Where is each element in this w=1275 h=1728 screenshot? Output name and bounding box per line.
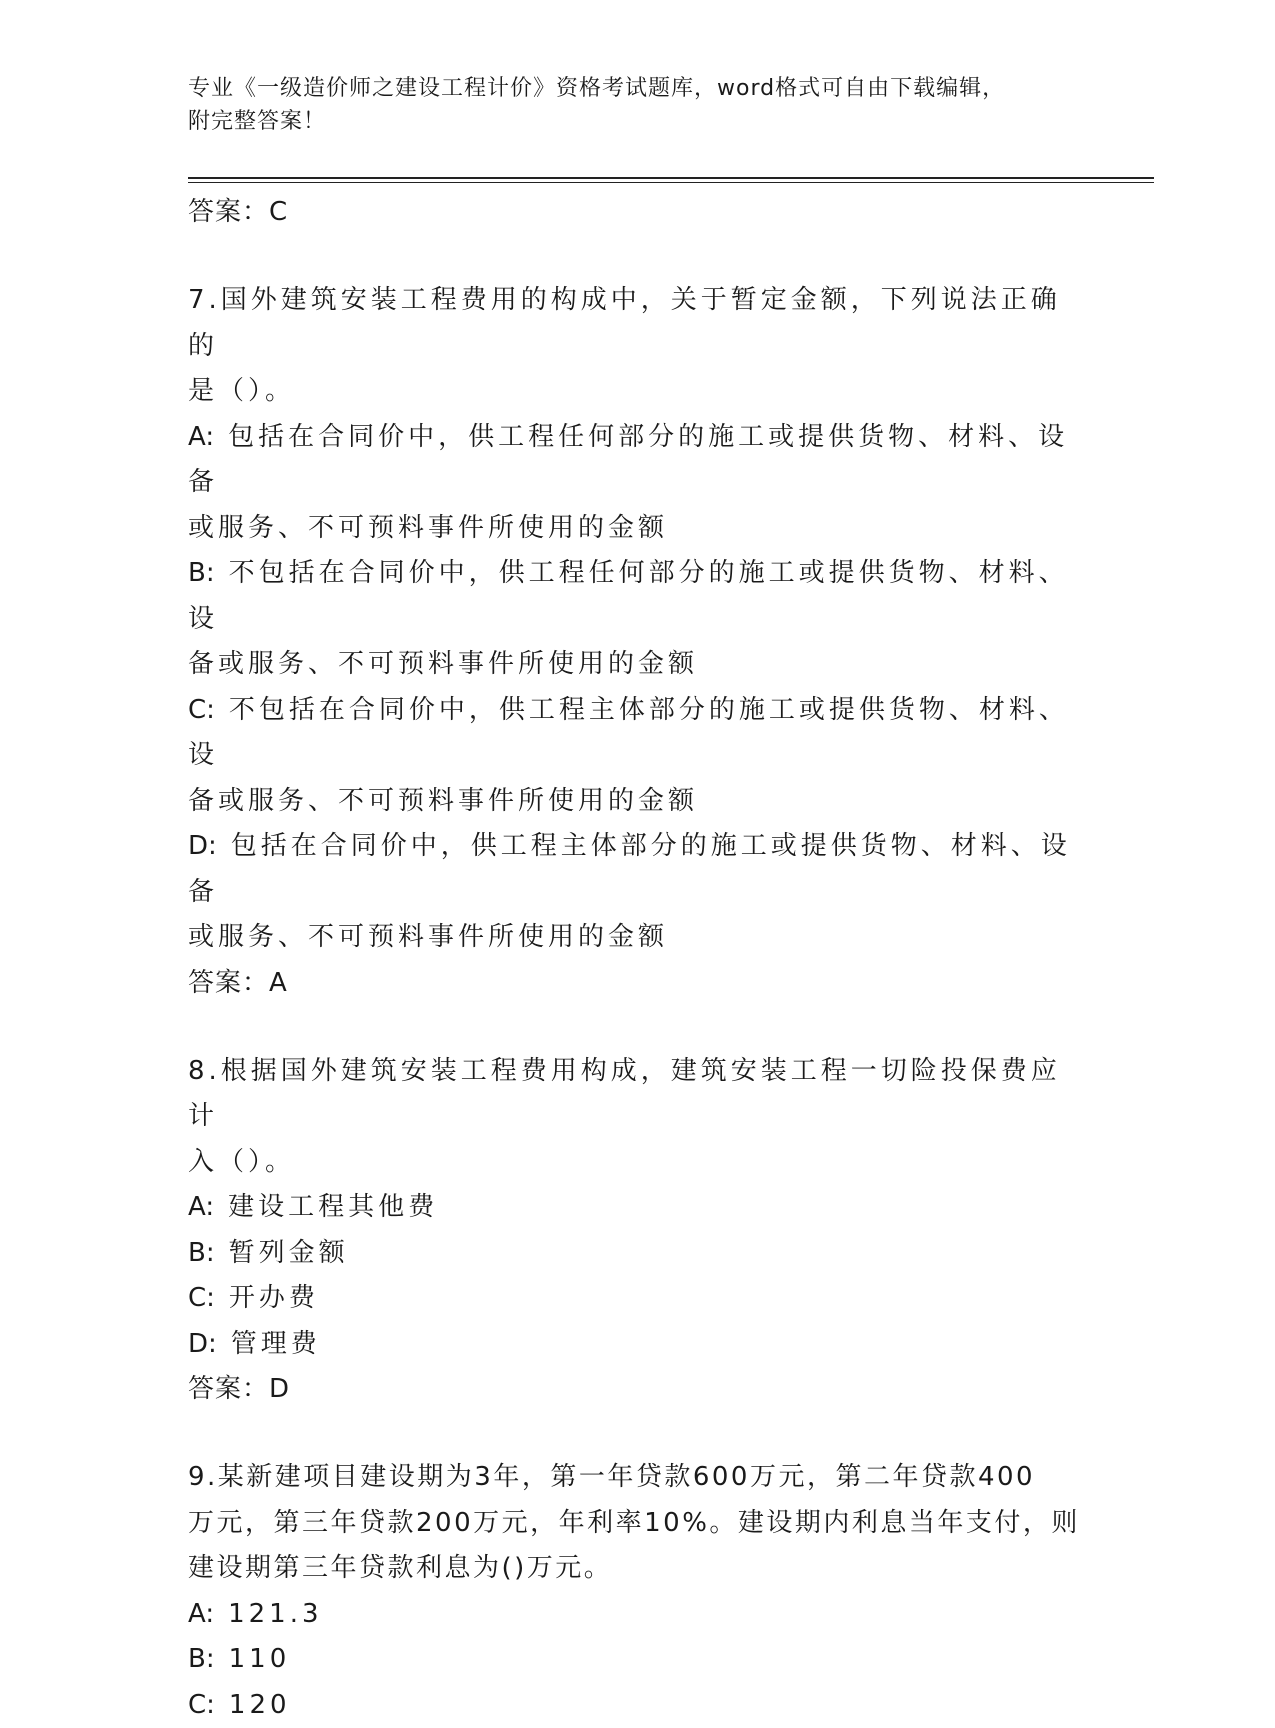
option-b	[188, 551, 1088, 642]
option-c-continuation: 备或服务、不可预料事件所使用的金额	[188, 779, 1088, 825]
header-divider-thin	[188, 182, 1154, 183]
option-b-continuation: 备或服务、不可预料事件所使用的金额	[188, 642, 1088, 688]
question-stem-line: 是（）。	[188, 369, 1088, 415]
option-d-continuation: 或服务、不可预料事件所使用的金额	[188, 915, 1088, 961]
option-c	[188, 688, 1088, 779]
header-line-1: 专业《一级造价师之建设工程计价》资格考试题库，word格式可自由下载编辑，	[188, 72, 1088, 105]
option-text: 121.3	[228, 1599, 322, 1629]
option-label: C:	[188, 695, 215, 725]
option-text: 120	[229, 1690, 291, 1720]
option-a	[188, 1592, 1088, 1638]
option-text: 包括在合同价中，供工程任何部分的施工或提供货物、材料、设备	[188, 422, 1068, 498]
option-d	[188, 824, 1088, 915]
option-b	[188, 1231, 1088, 1277]
option-a	[188, 415, 1088, 506]
option-c	[188, 1276, 1088, 1322]
page-header	[188, 72, 1088, 138]
option-label: C:	[188, 1283, 215, 1313]
question-stem-line: 万元，第三年贷款200万元，年利率10%。建设期内利息当年支付，则	[188, 1501, 1088, 1547]
option-label: A:	[188, 1192, 214, 1222]
option-text: 管理费	[231, 1329, 321, 1359]
option-label: B:	[188, 1238, 215, 1268]
option-text: 不包括在合同价中，供工程任何部分的施工或提供货物、材料、设	[188, 558, 1069, 634]
option-label: A:	[188, 1599, 214, 1629]
question-stem-line: 7.国外建筑安装工程费用的构成中，关于暂定金额，下列说法正确的	[188, 278, 1088, 369]
option-label: D:	[188, 831, 217, 861]
header-divider-thick	[188, 177, 1154, 179]
question-7	[188, 278, 1088, 1005]
option-text: 开办费	[229, 1283, 319, 1313]
option-label: A:	[188, 422, 214, 452]
option-text: 建设工程其他费	[228, 1192, 438, 1222]
question-list	[188, 190, 1088, 1728]
question-9	[188, 1455, 1088, 1728]
option-text: 暂列金额	[229, 1238, 349, 1268]
option-b	[188, 1637, 1088, 1683]
question-8	[188, 1049, 1088, 1412]
option-a	[188, 1185, 1088, 1231]
option-text: 包括在合同价中，供工程主体部分的施工或提供货物、材料、设备	[188, 831, 1071, 907]
option-label: B:	[188, 558, 215, 588]
header-line-2: 附完整答案！	[188, 105, 1088, 138]
question-stem-line: 8.根据国外建筑安装工程费用构成，建筑安装工程一切险投保费应计	[188, 1049, 1088, 1140]
answer-7: 答案：A	[188, 961, 1088, 1005]
option-d	[188, 1322, 1088, 1368]
option-text: 110	[229, 1644, 291, 1674]
question-stem-line: 9.某新建项目建设期为3年，第一年贷款600万元，第二年贷款400	[188, 1455, 1088, 1501]
option-label: B:	[188, 1644, 215, 1674]
option-text: 不包括在合同价中，供工程主体部分的施工或提供货物、材料、设	[188, 695, 1069, 771]
question-stem-line: 入（）。	[188, 1140, 1088, 1186]
option-a-continuation: 或服务、不可预料事件所使用的金额	[188, 506, 1088, 552]
previous-answer: 答案：C	[188, 190, 1088, 234]
question-stem-line: 建设期第三年贷款利息为()万元。	[188, 1546, 1088, 1592]
option-label: C:	[188, 1690, 215, 1720]
option-label: D:	[188, 1329, 217, 1359]
answer-8: 答案：D	[188, 1367, 1088, 1411]
option-c	[188, 1683, 1088, 1728]
